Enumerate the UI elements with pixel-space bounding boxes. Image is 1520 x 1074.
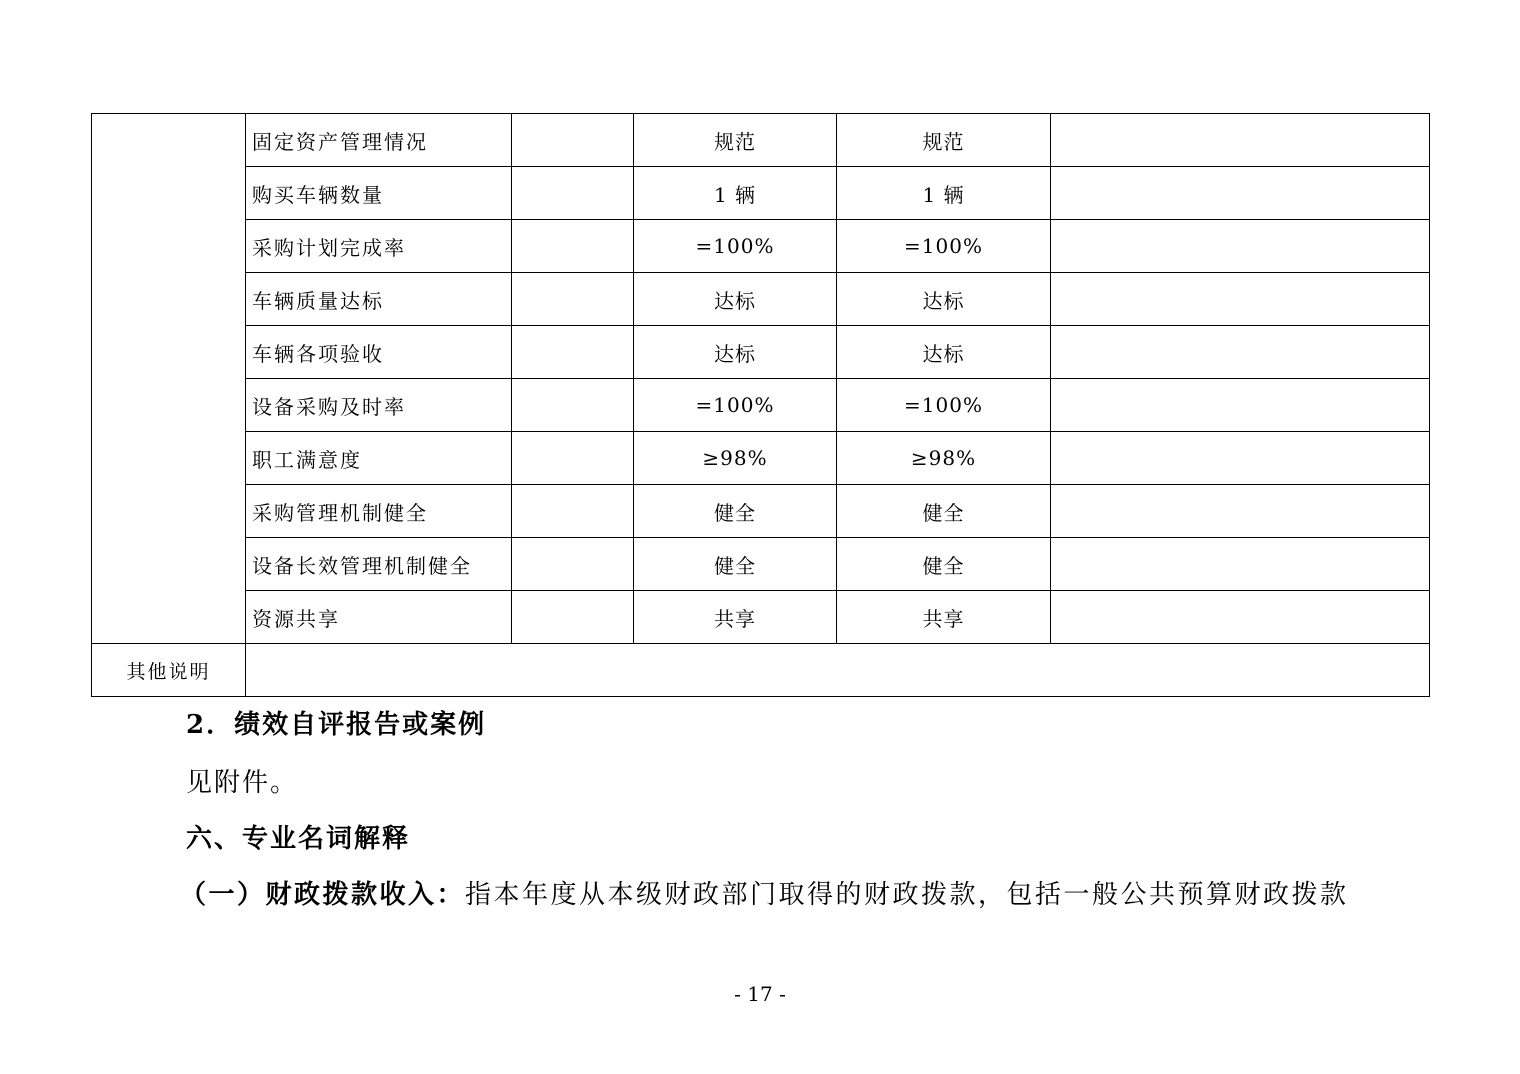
blank-cell: [512, 538, 634, 591]
other-notes-cell: [246, 644, 1430, 697]
blank-cell: [512, 379, 634, 432]
table-row: [92, 591, 1430, 644]
target-value: 达标: [634, 326, 837, 379]
target-value: =100%: [634, 379, 837, 432]
table-row-other: [92, 644, 1430, 697]
remark-cell: [1051, 326, 1430, 379]
remark-cell: [1051, 114, 1430, 167]
target-value: 规范: [634, 114, 837, 167]
remark-cell: [1051, 591, 1430, 644]
remark-cell: [1051, 538, 1430, 591]
actual-value: ≥98%: [837, 432, 1051, 485]
performance-table: [91, 113, 1430, 697]
indicator-name: 资源共享: [246, 591, 512, 644]
term-label: （一）财政拨款收入：: [180, 880, 466, 910]
actual-value: 健全: [837, 485, 1051, 538]
actual-value: 共享: [837, 591, 1051, 644]
page-number: - 17 -: [734, 982, 786, 1006]
remark-cell: [1051, 379, 1430, 432]
indicator-name: 采购计划完成率: [246, 220, 512, 273]
actual-value: 达标: [837, 273, 1051, 326]
indicator-name: 采购管理机制健全: [246, 485, 512, 538]
term-paragraph: [180, 874, 1349, 911]
remark-cell: [1051, 220, 1430, 273]
actual-value: 规范: [837, 114, 1051, 167]
indicator-name: 车辆质量达标: [246, 273, 512, 326]
blank-cell: [512, 273, 634, 326]
actual-value: 达标: [837, 326, 1051, 379]
target-value: 达标: [634, 273, 837, 326]
actual-value: =100%: [837, 379, 1051, 432]
table-row: [92, 485, 1430, 538]
blank-cell: [512, 167, 634, 220]
indicator-name: 设备采购及时率: [246, 379, 512, 432]
term-definition: 指本年度从本级财政部门取得的财政拨款，包括一般公共预算财政拨款: [465, 880, 1349, 910]
remark-cell: [1051, 485, 1430, 538]
remark-cell: [1051, 167, 1430, 220]
target-value: 健全: [634, 538, 837, 591]
table-row: [92, 114, 1430, 167]
section-heading-terms: 六、专业名词解释: [186, 824, 411, 854]
table-row: [92, 220, 1430, 273]
table-row: [92, 326, 1430, 379]
actual-value: 健全: [837, 538, 1051, 591]
blank-cell: [512, 220, 634, 273]
actual-value: =100%: [837, 220, 1051, 273]
table-row: [92, 379, 1430, 432]
blank-cell: [512, 485, 634, 538]
table-row: [92, 538, 1430, 591]
remark-cell: [1051, 432, 1430, 485]
table-row: [92, 167, 1430, 220]
table-row: [92, 273, 1430, 326]
target-value: 健全: [634, 485, 837, 538]
target-value: 1 辆: [634, 167, 837, 220]
attachment-note: 见附件。: [186, 768, 299, 798]
target-value: 共享: [634, 591, 837, 644]
indicator-name: 车辆各项验收: [246, 326, 512, 379]
indicator-name: 固定资产管理情况: [246, 114, 512, 167]
blank-cell: [512, 591, 634, 644]
remark-cell: [1051, 273, 1430, 326]
indicator-name: 设备长效管理机制健全: [246, 538, 512, 591]
target-value: =100%: [634, 220, 837, 273]
blank-cell: [512, 326, 634, 379]
blank-cell: [512, 432, 634, 485]
table-row: [92, 432, 1430, 485]
section-heading-performance-report: 2．绩效自评报告或案例: [186, 710, 487, 740]
category-cell: [92, 114, 246, 644]
actual-value: 1 辆: [837, 167, 1051, 220]
indicator-name: 职工满意度: [246, 432, 512, 485]
target-value: ≥98%: [634, 432, 837, 485]
blank-cell: [512, 114, 634, 167]
indicator-name: 购买车辆数量: [246, 167, 512, 220]
other-notes-label: 其他说明: [92, 644, 246, 697]
